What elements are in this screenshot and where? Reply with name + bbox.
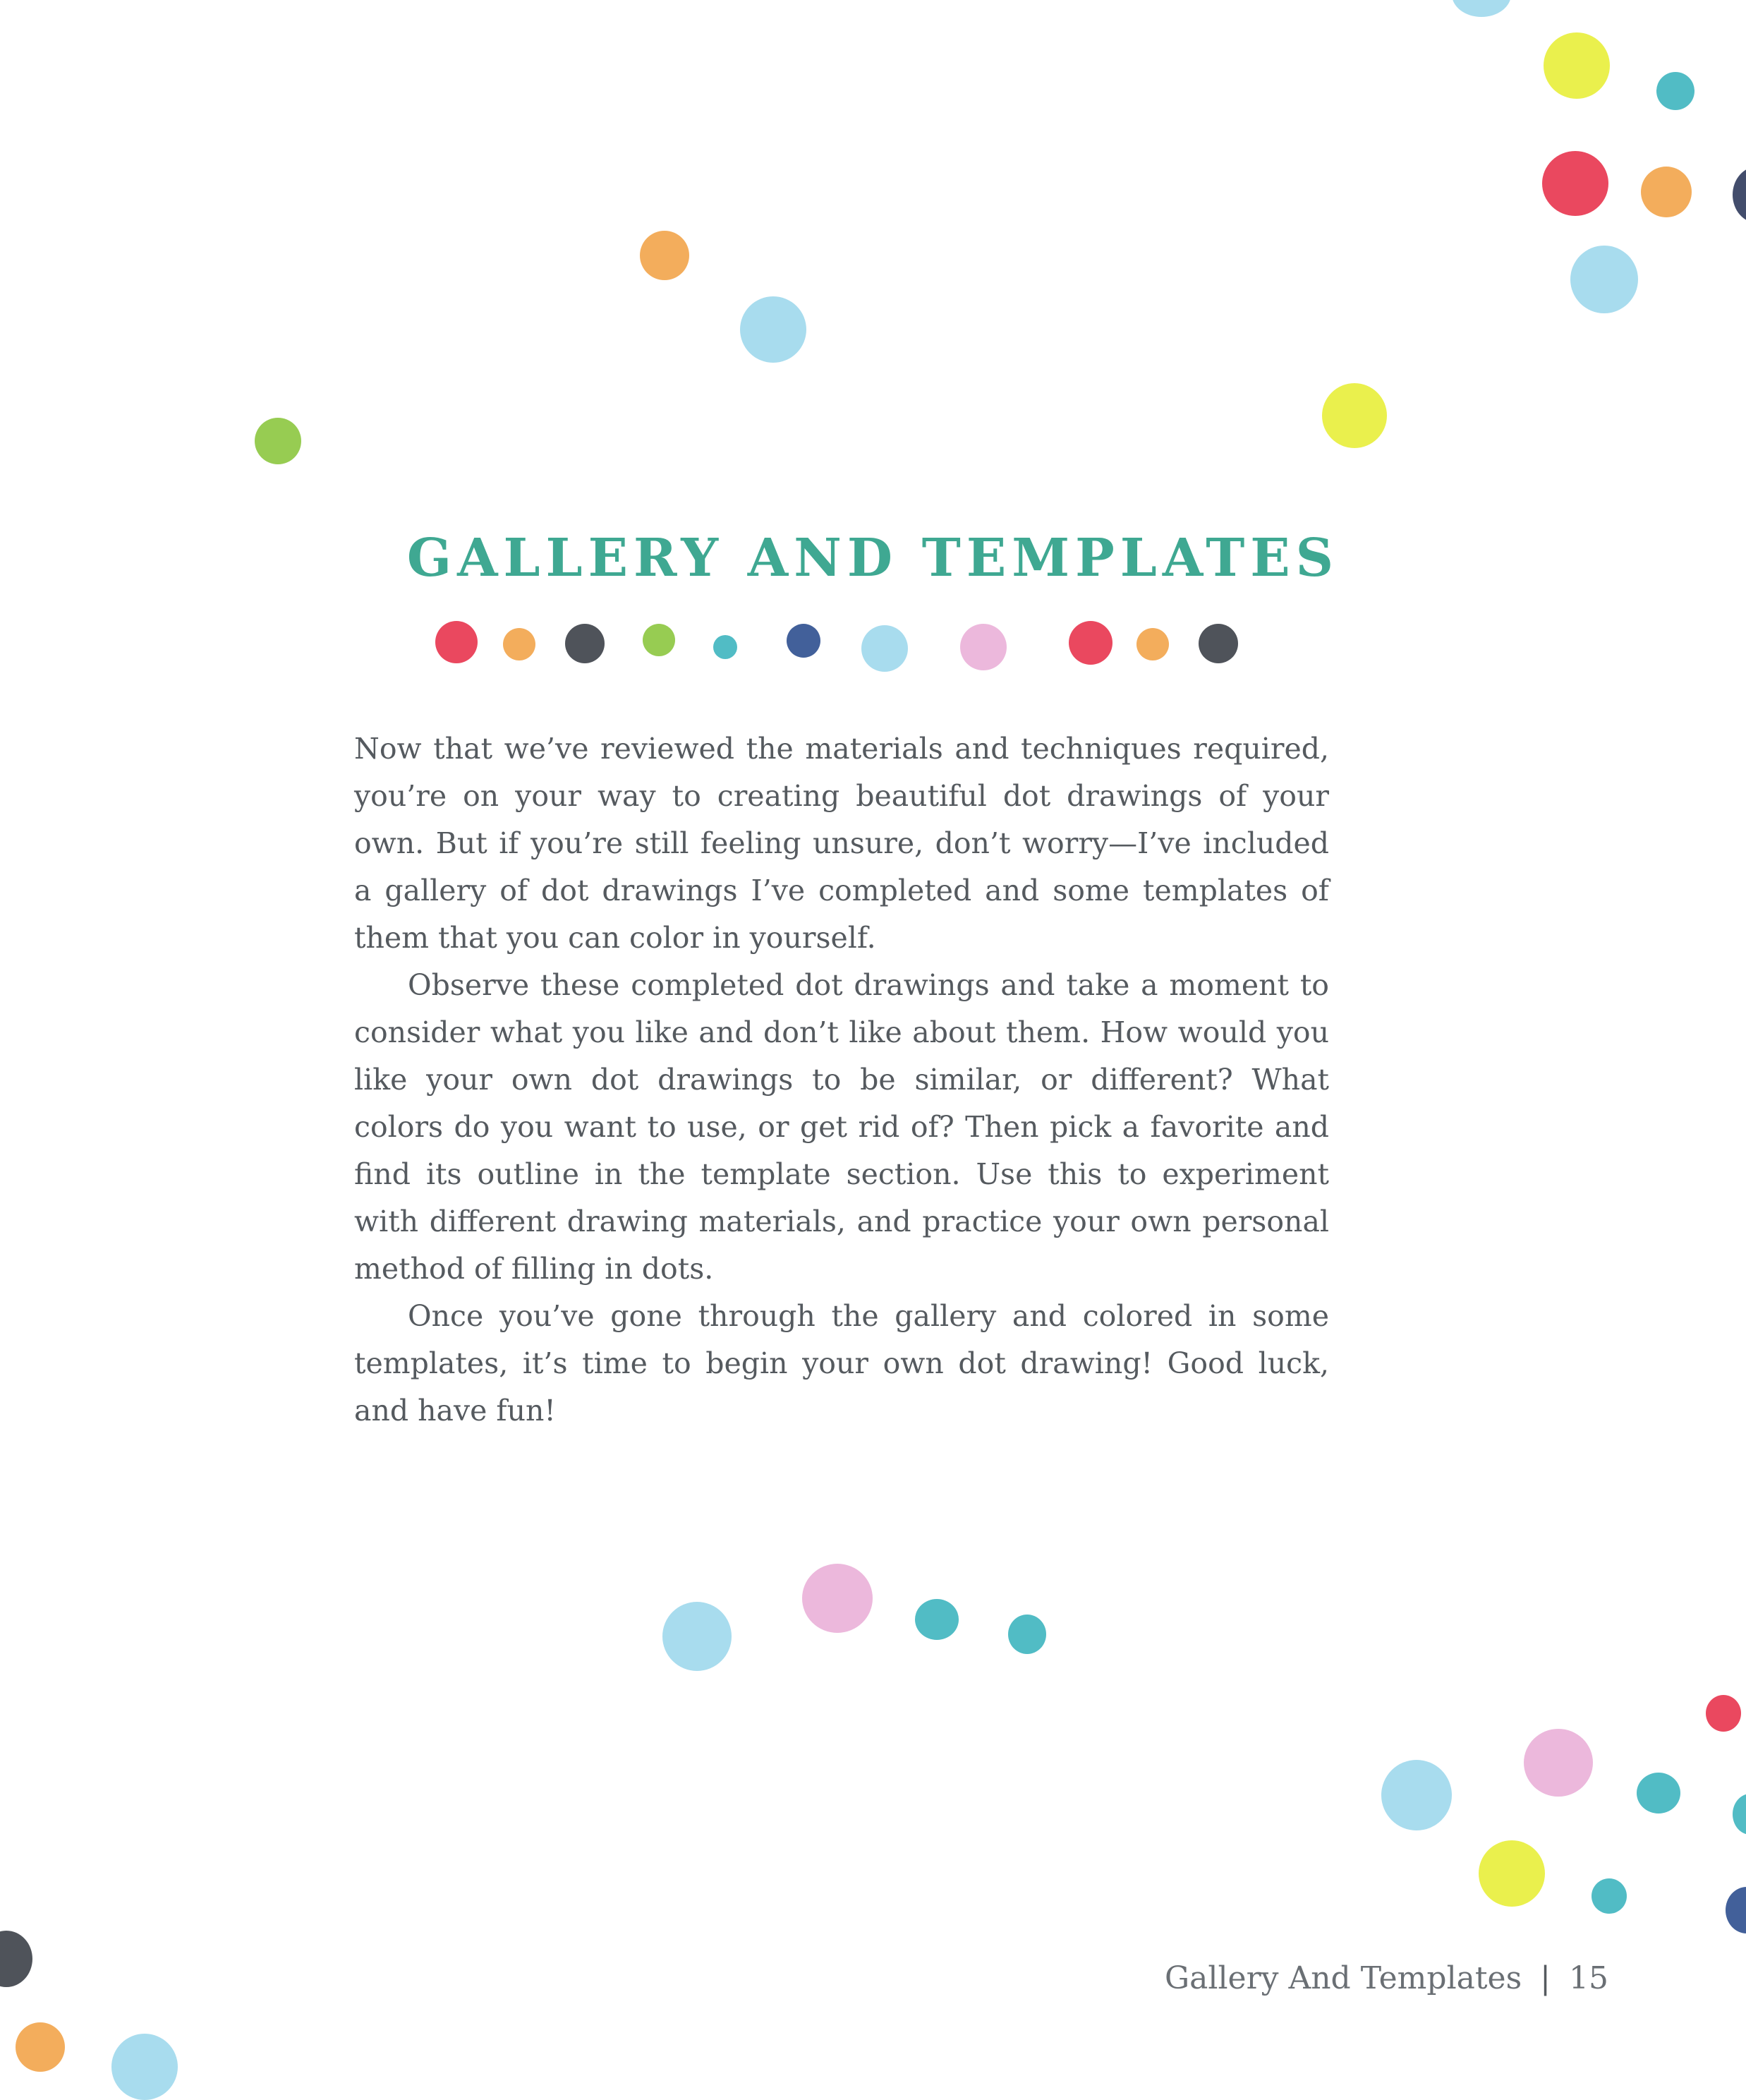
paragraph: Now that we’ve reviewed the materials and techniques required, you’re on your way to creating beautiful dot drawings of your own. But if you’re still feeling unsure, don’t worry—I’ve included a gallery of dot drawings I’ve completed and some templates of them that you can color in yourself. [354, 732, 1329, 955]
dot-teal [1733, 1794, 1746, 1835]
dot-teal [1008, 1615, 1046, 1654]
dot-orange [503, 628, 535, 660]
dot-teal [915, 1599, 959, 1640]
dot-charcoal [1199, 624, 1238, 663]
dot-charcoal [0, 1931, 32, 1987]
paragraph: Observe these completed dot drawings and take a moment to consider what you like and don’t like about them. How would you like your own dot drawings to be similar, or different? What colors do you want to use, or get rid of? Then pick a favorite and find its outline in the template section. Use this to experiment with different drawing materials, and practice your own personal method of filling in dots. [354, 968, 1329, 1286]
dot-orange [640, 231, 689, 280]
dot-green [643, 624, 675, 656]
dot-red [1706, 1695, 1741, 1732]
dot-orange [16, 2022, 65, 2072]
dot-yellow [1479, 1840, 1545, 1907]
dot-pink [802, 1564, 873, 1633]
dot-orange [1641, 167, 1692, 217]
paragraph: Once you’ve gone through the gallery and colored in some templates, it’s time to begin your own dot drawing! Good luck, and have fun! [354, 1299, 1329, 1428]
footer-separator: | [1540, 1960, 1551, 1996]
dot-red [1542, 151, 1608, 216]
running-footer-title: Gallery And Templates [1165, 1960, 1522, 1996]
page-heading: GALLERY AND TEMPLATES [406, 528, 1340, 589]
dot-lightblue [1452, 0, 1511, 17]
dot-orange [1136, 628, 1169, 660]
dot-blue [1726, 1887, 1746, 1933]
dot-red [1069, 621, 1113, 665]
dot-charcoal [565, 624, 605, 663]
page-footer [1165, 1960, 1608, 1996]
dot-yellow [1322, 383, 1387, 448]
dot-lightblue [1570, 246, 1638, 313]
dot-lightblue [111, 2034, 178, 2100]
dot-green [255, 418, 301, 464]
dot-pink [960, 624, 1007, 670]
dot-lightblue [861, 625, 908, 672]
dot-pink [1524, 1729, 1593, 1797]
dot-navy [1733, 167, 1746, 223]
dot-yellow [1544, 32, 1610, 99]
dot-lightblue [1381, 1760, 1452, 1830]
dot-teal [1656, 72, 1695, 110]
page-number: 15 [1569, 1960, 1608, 1996]
dot-lightblue [740, 296, 806, 363]
dot-teal [1637, 1773, 1680, 1814]
body-text [354, 725, 1329, 1435]
dot-red [435, 621, 478, 663]
dot-lightblue [662, 1602, 732, 1671]
dot-teal [1592, 1878, 1627, 1914]
dot-teal [713, 635, 737, 659]
dot-blue [787, 624, 820, 658]
